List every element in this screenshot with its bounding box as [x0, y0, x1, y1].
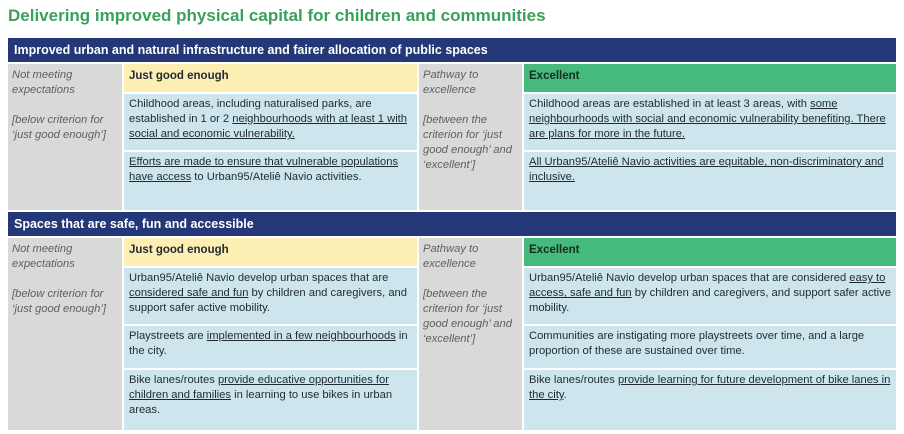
- section-heading: Spaces that are safe, fun and accessible: [8, 212, 896, 236]
- criterion-cell: [524, 268, 896, 324]
- section-safe-fun-accessible: [8, 212, 896, 430]
- criterion-cell: [124, 268, 417, 324]
- criterion-cell: [524, 326, 896, 368]
- section-heading: Improved urban and natural infrastructure and fairer allocation of public spaces: [8, 38, 896, 62]
- criterion-text: in the city.: [129, 330, 408, 357]
- criterion-cell: [524, 94, 896, 150]
- criterion-text: Urban95/Ateliê Navio develop urban spaces that are considered: [529, 272, 850, 284]
- criterion-cell: [124, 152, 417, 210]
- criterion-text: Childhood areas are established in at least 3 areas, with: [529, 98, 811, 110]
- just-good-enough-header: Just good enough: [124, 238, 417, 266]
- criterion-text: Bike lanes/routes: [529, 374, 618, 386]
- criterion-emphasis: implemented in a few neighbourhoods: [206, 330, 396, 342]
- criterion-emphasis: easy to access, safe and fun: [529, 272, 886, 299]
- not-meeting-note: [below criterion for ‘just good enough’]: [12, 288, 106, 315]
- criterion-emphasis: some neighbourhoods with social and economic vulnerability benefiting. There are plans for more in the future.: [529, 98, 886, 140]
- criterion-emphasis: considered safe and fun: [129, 287, 249, 299]
- not-meeting-label: Not meeting expectations: [12, 243, 75, 270]
- criterion-text: by children and caregivers, and support safer active mobility.: [129, 287, 408, 314]
- criterion-emphasis: Efforts are made to ensure that vulnerable populations have access: [129, 156, 399, 183]
- pathway-column: [419, 238, 522, 430]
- criterion-emphasis: All Urban95/Ateliê Navio activities are equitable, non-discriminatory and inclusive.: [529, 156, 884, 183]
- not-meeting-note: [below criterion for ‘just good enough’]: [12, 114, 106, 141]
- criterion-text: Bike lanes/routes: [129, 374, 218, 386]
- criterion-emphasis: provide learning for future development of bike lanes in the city: [529, 374, 891, 401]
- criterion-text: to Urban95/Ateliê Navio activities.: [191, 171, 362, 183]
- page-title: Delivering improved physical capital for children and communities: [8, 6, 546, 25]
- criterion-text: Communities are instigating more playstreets over time, and a large proportion of these are sustained over time.: [529, 330, 865, 357]
- criterion-cell: [524, 152, 896, 210]
- criterion-text: in learning to use bikes in urban areas.: [129, 389, 393, 416]
- criterion-text: Urban95/Ateliê Navio develop urban spaces that are: [129, 272, 389, 284]
- criterion-cell: [124, 94, 417, 150]
- criterion-text: .: [563, 389, 567, 401]
- pathway-column: [419, 64, 522, 210]
- criterion-emphasis: provide educative opportunities for children and families: [129, 374, 389, 401]
- criterion-emphasis: neighbourhoods with at least 1 with social and economic vulnerability.: [129, 113, 408, 140]
- pathway-label: Pathway to excellence: [423, 243, 479, 270]
- pathway-label: Pathway to excellence: [423, 69, 479, 96]
- not-meeting-column: [8, 238, 122, 430]
- excellent-header: Excellent: [524, 64, 896, 92]
- excellent-header: Excellent: [524, 238, 896, 266]
- not-meeting-label: Not meeting expectations: [12, 69, 75, 96]
- criterion-cell: [124, 370, 417, 430]
- not-meeting-column: [8, 64, 122, 210]
- pathway-note: [between the criterion for ‘just good enough’ and ‘excellent’]: [423, 288, 512, 345]
- section-infrastructure: [8, 38, 896, 210]
- just-good-enough-header: Just good enough: [124, 64, 417, 92]
- criterion-text: Childhood areas, including naturalised parks, are established in 1 or 2: [129, 98, 372, 125]
- criterion-text: by children and caregivers, and support safer active mobility.: [529, 287, 891, 314]
- criterion-cell: [124, 326, 417, 368]
- criterion-text: Playstreets are: [129, 330, 207, 342]
- criterion-cell: [524, 370, 896, 430]
- pathway-note: [between the criterion for ‘just good enough’ and ‘excellent’]: [423, 114, 512, 171]
